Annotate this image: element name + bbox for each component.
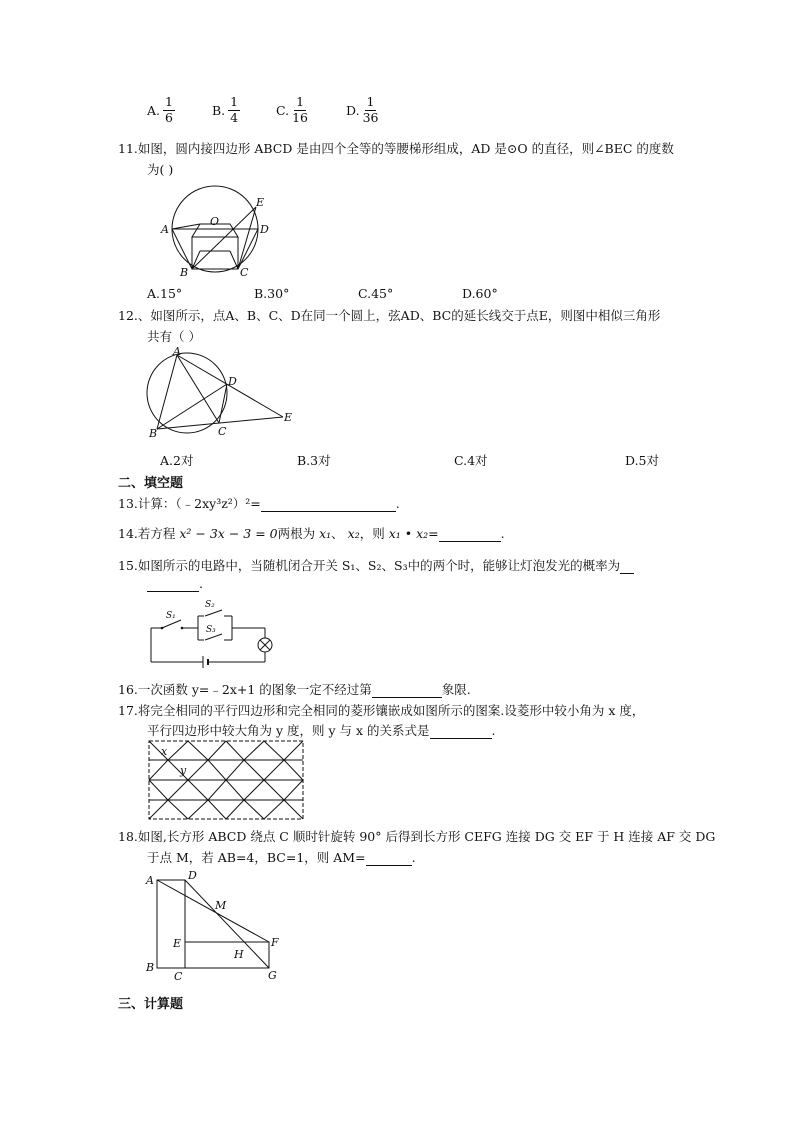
q14: 14.若方程 x² − 3x − 3 = 0两根为 x₁、 x₂，则 x₁ • x₂= . <box>118 526 505 541</box>
q10-option-b: B. $\frac{1}{4}$ <box>212 94 239 125</box>
label-f: F <box>271 936 279 949</box>
label-m: M <box>215 899 227 912</box>
label-e: E <box>256 196 265 209</box>
label-e: E <box>173 937 182 950</box>
q17-stem-line2: 平行四边形中较大角为 y 度，则 y 与 x 的关系式是 . <box>147 723 496 738</box>
answer-blank[interactable] <box>620 558 634 574</box>
section-heading-fill-in: 二、填空题 <box>118 476 184 491</box>
label-o: O <box>210 215 220 228</box>
section-heading-calculation: 三、计算题 <box>118 997 184 1012</box>
q12-option-c: C.4对 <box>454 453 488 468</box>
label-d: D <box>188 869 197 882</box>
switch-s1 <box>162 620 181 628</box>
segment-be <box>192 207 256 269</box>
answer-blank[interactable] <box>372 682 442 698</box>
label-b: B <box>149 427 158 439</box>
fraction: $\frac{1}{6}$ <box>165 94 173 125</box>
answer-blank[interactable] <box>430 723 492 739</box>
q12-figure <box>145 347 295 439</box>
q17-tessellation-figure <box>148 740 304 820</box>
answer-blank-continued[interactable] <box>147 576 199 592</box>
segment-ac <box>177 355 219 423</box>
label-a: A <box>161 223 169 236</box>
q18-stem-line2: 于点 M，若 AB=4，BC=1，则 AM= . <box>147 850 416 865</box>
fraction: $\frac{1}{16}$ <box>292 94 308 125</box>
q10-option-a: A. $\frac{1}{6}$ <box>147 94 173 125</box>
label-e: E <box>284 411 293 424</box>
q11-option-c: C.45° <box>358 286 394 301</box>
segment <box>172 224 200 229</box>
label-c: C <box>174 970 183 983</box>
q12-stem-line1: 12.、如图所示，点A、B、C、D在同一个圆上，弦AD、BC的延长线交于点E，则图中相似三角形 <box>118 308 661 323</box>
label-s3: S₃ <box>206 625 216 635</box>
label-d: D <box>260 223 269 236</box>
q15-circuit-figure <box>148 598 276 668</box>
answer-blank[interactable] <box>261 496 396 512</box>
q16: 16.一次函数 y=﹣2x+1 的图象一定不经过第 象限. <box>118 682 471 697</box>
q12-option-d: D.5对 <box>625 453 660 468</box>
label-c: C <box>240 266 249 277</box>
label-s1: S₁ <box>166 611 176 621</box>
q15-stem-line2: . <box>147 576 203 592</box>
q10-option-d: D. $\frac{1}{36}$ <box>346 94 379 125</box>
q18-stem-line1: 18.如图,长方形 ABCD 绕点 C 顺时针旋转 90° 后得到长方形 CEFG 连接 DG 交 EF 于 H 连接 AF 交 DG <box>118 829 716 844</box>
answer-blank[interactable] <box>439 526 501 542</box>
tessellation-lines <box>149 741 303 819</box>
fraction: $\frac{1}{36}$ <box>362 94 379 125</box>
q11-stem-line2: 为( ) <box>147 162 174 177</box>
label-b: B <box>180 266 189 277</box>
segment <box>192 251 200 269</box>
label-b: B <box>146 961 155 974</box>
segment-af <box>157 880 269 942</box>
q11-figure <box>160 185 272 277</box>
fraction: $\frac{1}{4}$ <box>230 94 239 125</box>
label-g: G <box>268 969 277 982</box>
q18-figure <box>143 868 288 983</box>
q11-option-d: D.60° <box>462 286 498 301</box>
q17-stem-line1: 17.将完全相同的平行四边形和完全相同的菱形镶嵌成如图所示的图案.设菱形中较小角为 x 度， <box>118 703 645 718</box>
segment-dg <box>185 880 269 968</box>
label-a: A <box>146 874 154 887</box>
q12-stem-line2: 共有（ ） <box>147 329 201 344</box>
q10-option-c: C. $\frac{1}{16}$ <box>276 94 308 125</box>
q15-stem-line1: 15.如图所示的电路中，当随机闭合开关 S₁、S₂、S₃中的两个时，能够让灯泡发光的概率为 <box>118 556 634 574</box>
q12-option-a: A.2对 <box>160 453 194 468</box>
q13: 13.计算：（﹣2xy³z²）²= . <box>118 496 400 511</box>
segment <box>230 251 238 269</box>
q11-stem-line1: 11.如图，圆内接四边形 ABCD 是由四个全等的等腰梯形组成，AD 是⊙O 的直径，则∠BEC 的度数 <box>118 141 674 156</box>
label-h: H <box>234 948 244 961</box>
label-s2: S₂ <box>205 600 215 610</box>
label-a: A <box>173 347 181 358</box>
equation: x² − 3x − 3 = 0 <box>179 526 278 541</box>
label-y: y <box>180 764 187 777</box>
q12-option-b: B.3对 <box>297 453 331 468</box>
q11-option-a: A.15° <box>147 286 183 301</box>
q11-option-b: B.30° <box>254 286 290 301</box>
label-x: x <box>161 745 168 758</box>
label-c: C <box>218 425 227 438</box>
switch-s2 <box>205 610 222 616</box>
quadrilateral-abcd <box>172 229 258 269</box>
label-d: D <box>228 375 237 388</box>
answer-blank[interactable] <box>366 850 412 866</box>
